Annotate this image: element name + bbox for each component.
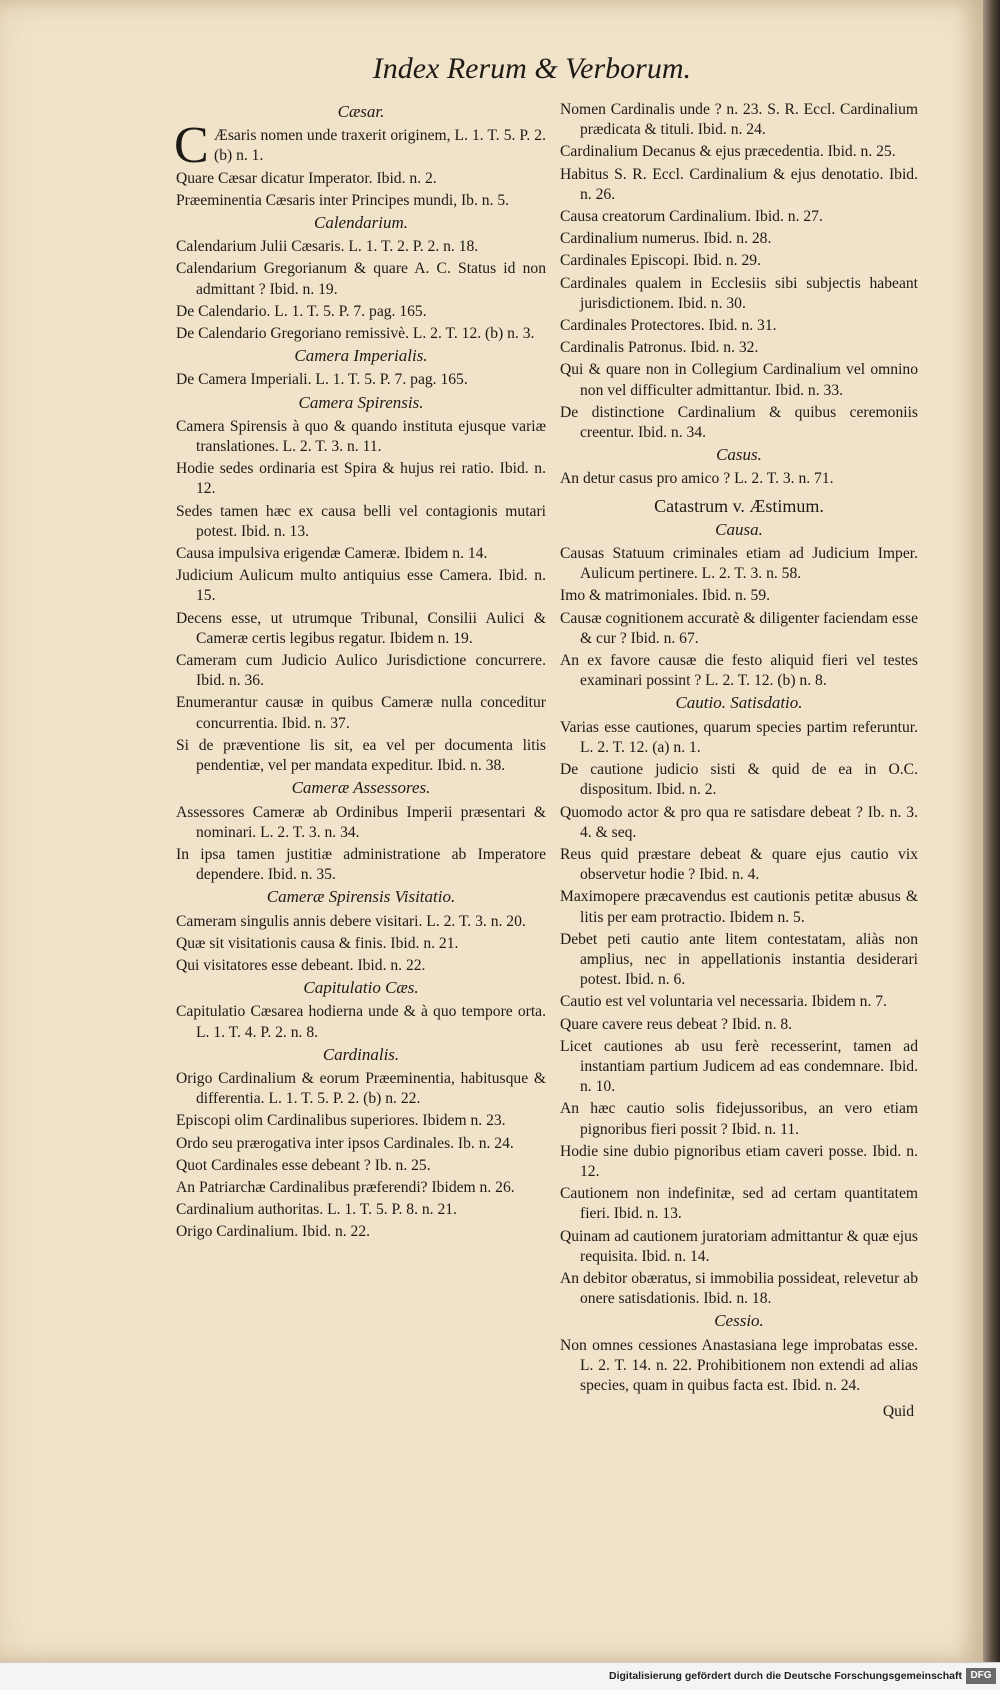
index-entry: An hæc cautio solis fidejussoribus, an vero etiam pignoribus fieri possit ? Ibid. n. 11. <box>560 1100 918 1138</box>
index-entry: Causæ cognitionem accuratè & diligenter faciendam esse & cur ? Ibid. n. 67. <box>560 609 918 647</box>
index-entry: Reus quid præstare debeat & quare ejus cautio vix observetur hodie ? Ibid. n. 4. <box>560 845 918 884</box>
index-heading: Camera Spirensis. <box>298 392 424 412</box>
index-entry: Assessores Cameræ ab Ordinibus Imperii præsentari & nominari. L. 2. T. 3. n. 34. <box>176 803 546 841</box>
index-entry: Qui visitatores esse debeant. Ibid. n. 22. <box>176 956 426 974</box>
index-entry: De distinctione Cardinalium & quibus ceremoniis creentur. Ibid. n. 34. <box>560 403 918 442</box>
index-entry: Cameram singulis annis debere visitari. L. 2. T. 3. n. 20. <box>176 912 526 930</box>
index-heading: Cameræ Assessores. <box>291 778 431 798</box>
index-entry: Quæ sit visitationis causa & finis. Ibid. n. 21. <box>176 934 459 952</box>
index-entry: Cardinalium Decanus & ejus præcedentia. Ibid. n. 25. <box>560 143 896 161</box>
index-entry: Cardinalium numerus. Ibid. n. 28. <box>560 230 772 248</box>
footer-credit: Digitalisierung gefördert durch die Deutsche Forschungsgemeinschaft <box>609 1670 962 1682</box>
drop-cap: C <box>174 117 209 175</box>
index-entry: Causas Statuum criminales etiam ad Judicium Imper. Aulicum pertinere. L. 2. T. 3. n. 58. <box>560 545 918 583</box>
index-entry: Decens esse, ut utrumque Tribunal, Consilii Aulici & Cameræ certis legibus regatur. Ibidem n. 19. <box>176 609 546 647</box>
index-entry: De Calendario. L. 1. T. 5. P. 7. pag. 165. <box>176 302 427 320</box>
index-entry <box>174 117 546 175</box>
index-entry: De Camera Imperiali. L. 1. T. 5. P. 7. pag. 165. <box>176 371 468 389</box>
left-column <box>176 100 546 1245</box>
index-entry-text: Æsaris nomen unde traxerit originem, L. 1. T. 5. P. 2. (b) n. 1. <box>214 127 546 165</box>
index-entry: Nomen Cardinalis unde ? n. 23. S. R. Eccl. Cardinalium prædicata & tituli. Ibid. n. 24. <box>560 101 918 139</box>
index-entry: Cameram cum Judicio Aulico Jurisdictione concurrere. Ibid. n. 36. <box>176 652 546 690</box>
index-entry: An ex favore causæ die festo aliquid fieri vel testes examinari possint ? L. 2. T. 12. (b) n. 8. <box>560 652 918 690</box>
index-entry: Calendarium Julii Cæsaris. L. 1. T. 2. P. 2. n. 18. <box>176 238 479 256</box>
index-heading: Calendarium. <box>314 213 408 233</box>
index-entry: Non omnes cessiones Anastasiana lege improbatas esse. L. 2. T. 14. n. 22. Prohibitionem non extendi ad alias species, quam in quibus facta est. Ibid. n. 24. <box>560 1336 918 1394</box>
index-entry: An detur casus pro amico ? L. 2. T. 3. n. 71. <box>560 470 834 488</box>
index-entry: An debitor obæratus, si immobilia possideat, relevetur ab onere satisdationis. Ibid. n. 18. <box>560 1269 918 1308</box>
index-entry: Causa impulsiva erigendæ Cameræ. Ibidem n. 14. <box>176 545 488 563</box>
index-heading: Cessio. <box>714 1311 764 1331</box>
index-entry: Origo Cardinalium & eorum Præeminentia, habitusque & differentia. L. 1. T. 5. P. 2. (b) n. 22. <box>176 1069 546 1108</box>
index-entry: Licet cautiones ab usu ferè recesserint, tamen ad instantiam partium Judicem ad eas condemnare. Ibid. n. 10. <box>560 1037 918 1096</box>
index-entry: Calendarium Gregorianum & quare A. C. Status id non admittant ? Ibid. n. 19. <box>176 260 546 298</box>
index-entry: An Patriarchæ Cardinalibus præferendi? Ibidem n. 26. <box>176 1178 515 1196</box>
index-entry: Sedes tamen hæc ex causa belli vel contagionis mutari potest. Ibid. n. 13. <box>176 502 546 540</box>
index-entry: De Calendario Gregoriano remissivè. L. 2. T. 12. (b) n. 3. <box>176 325 535 343</box>
running-header: Index Rerum & Verborum. <box>372 52 691 85</box>
book-spine <box>983 0 1000 1662</box>
index-entry: Varias esse cautiones, quarum species partim referuntur. L. 2. T. 12. (a) n. 1. <box>560 718 918 756</box>
index-entry: Capitulatio Cæsarea hodierna unde & à quo tempore orta. L. 1. T. 4. P. 2. n. 8. <box>176 1003 546 1041</box>
digitization-footer <box>0 1662 1000 1690</box>
index-heading: Camera Imperialis. <box>294 346 428 366</box>
index-entry: Cardinalium authoritas. L. 1. T. 5. P. 8. n. 21. <box>176 1201 457 1219</box>
index-entry: Quare cavere reus debeat ? Ibid. n. 8. <box>560 1015 793 1033</box>
index-entry: Imo & matrimoniales. Ibid. n. 59. <box>560 587 771 605</box>
catchword: Quid <box>882 1403 914 1421</box>
index-entry: Origo Cardinalium. Ibid. n. 22. <box>176 1223 371 1241</box>
index-entry: Cardinales Episcopi. Ibid. n. 29. <box>560 252 761 270</box>
index-entry: Cardinales Protectores. Ibid. n. 31. <box>560 317 777 335</box>
index-heading: Catastrum v. Æstimum. <box>654 495 824 516</box>
dfg-logo: DFG <box>966 1668 996 1684</box>
index-entry: Quinam ad cautionem juratoriam admittantur & quæ ejus requisita. Ibid. n. 14. <box>560 1227 918 1265</box>
index-entry: Qui & quare non in Collegium Cardinalium vel omnino non vel difficulter admittantur. Ibid. n. 33. <box>560 361 918 399</box>
index-entry: Debet peti cautio ante litem contestatam, aliàs non amplius, nec in appellationis instantia desiderari potest. Ibid. n. 6. <box>560 930 918 989</box>
index-entry: Cardinales qualem in Ecclesiis sibi subjectis habeant jurisdictionem. Ibid. n. 30. <box>560 274 918 312</box>
index-entry: Hodie sedes ordinaria est Spira & hujus rei ratio. Ibid. n. 12. <box>176 460 546 498</box>
index-entry: Enumerantur causæ in quibus Cameræ nulla conceditur concurrentia. Ibid. n. 37. <box>176 694 546 732</box>
right-column <box>560 100 918 1422</box>
index-entry: Maximopere præcavendus est cautionis petitæ abusus & litis per eam protractio. Ibidem n. 5. <box>560 888 918 926</box>
index-entry: Ordo seu prærogativa inter ipsos Cardinales. Ib. n. 24. <box>176 1134 514 1152</box>
index-entry: Camera Spirensis à quo & quando instituta ejusque variæ translationes. L. 2. T. 3. n. 11. <box>176 417 546 456</box>
index-entry: Quot Cardinales esse debeant ? Ib. n. 25. <box>176 1156 431 1174</box>
index-entry: Judicium Aulicum multo antiquius esse Camera. Ibid. n. 15. <box>176 567 546 605</box>
index-heading: Cæsar. <box>337 102 385 121</box>
index-heading: Cardinalis. <box>322 1044 400 1064</box>
index-entry: Cautionem non indefinitæ, sed ad certam quantitatem fieri. Ibid. n. 13. <box>560 1185 918 1223</box>
index-entry: Quare Cæsar dicatur Imperator. Ibid. n. 2. <box>176 169 437 187</box>
index-entry: Cautio est vel voluntaria vel necessaria. Ibidem n. 7. <box>560 993 887 1011</box>
index-heading: Capitulatio Cæs. <box>303 978 419 998</box>
index-entry: De cautione judicio sisti & quid de ea in O.C. dispositum. Ibid. n. 2. <box>560 761 918 799</box>
index-entry: Præeminentia Cæsaris inter Principes mundi, Ib. n. 5. <box>176 191 510 209</box>
index-entry: Hodie sine dubio pignoribus etiam caveri posse. Ibid. n. 12. <box>560 1142 918 1180</box>
index-entry: Quomodo actor & pro qua re satisdare debeat ? Ib. n. 3. 4. & seq. <box>560 803 918 841</box>
index-heading: Cameræ Spirensis Visitatio. <box>266 887 456 907</box>
index-entry: Episcopi olim Cardinalibus superiores. Ibidem n. 23. <box>176 1112 506 1130</box>
index-heading: Causa. <box>715 519 763 539</box>
index-entry: Habitus S. R. Eccl. Cardinalium & ejus denotatio. Ibid. n. 26. <box>560 165 918 203</box>
index-entry: Cardinalis Patronus. Ibid. n. 32. <box>560 339 759 357</box>
index-heading: Cautio. Satisdatio. <box>675 693 803 713</box>
index-entry: Si de præventione lis sit, ea vel per documenta litis pendentiæ, vel per mandata expeditur. Ibid. n. 38. <box>176 736 546 775</box>
index-heading: Casus. <box>716 445 762 465</box>
index-entry: Causa creatorum Cardinalium. Ibid. n. 27. <box>560 208 823 226</box>
index-entry: In ipsa tamen justitiæ administratione ab Imperatore dependere. Ibid. n. 35. <box>176 845 546 884</box>
